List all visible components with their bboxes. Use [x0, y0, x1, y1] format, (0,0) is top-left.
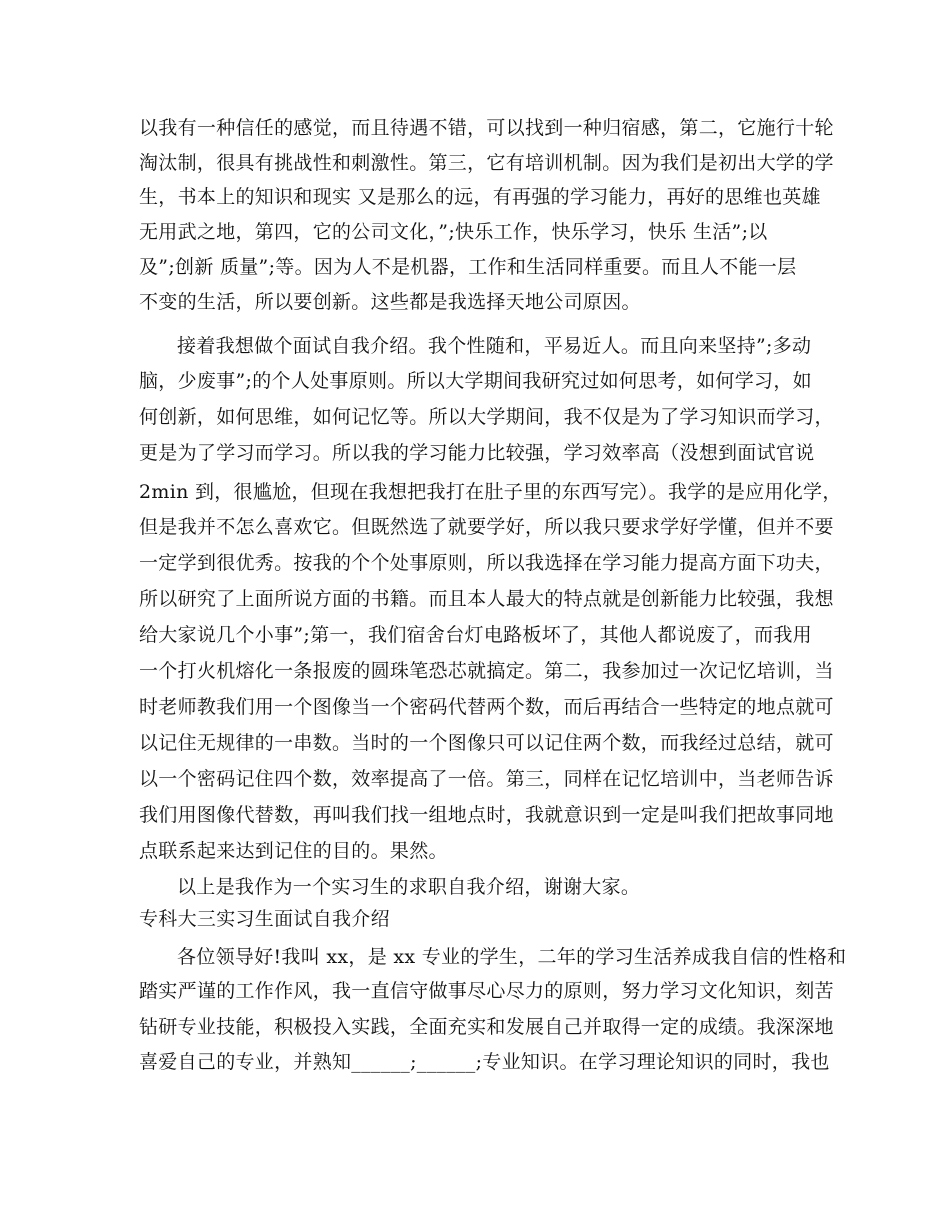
- text-line: 以上是我作为一个实习生的求职自我介绍，谢谢大家。: [177, 876, 641, 898]
- text-line: 不变的生活，所以要创新。这些都是我选择天地公司原因。: [139, 291, 641, 313]
- text-line: 点联系起来达到记住的目的。果然。: [139, 840, 448, 862]
- text-line: 一个打火机熔化一条报废的圆珠笔恐芯就搞定。第二，我参加过一次记忆培训，当: [139, 660, 834, 682]
- text-line: 各位领导好!我叫 xx，是 xx 专业的学生，二年的学习生活养成我自信的性格和: [177, 946, 847, 968]
- text-line: 2min 到，很尴尬，但现在我想把我打在肚子里的东西写完）。我学的是应用化学，: [139, 481, 842, 503]
- text-line: 脑，少废事”;的个人处事原则。所以大学期间我研究过如何思考，如何学习，如: [139, 370, 812, 392]
- text-line: 及”;创新 质量”;等。因为人不是机器，工作和生活同样重要。而且人不能一层: [139, 256, 797, 278]
- text-line: 接着我想做个面试自我介绍。我个性随和，平易近人。而且向来坚持”;多动: [177, 335, 812, 357]
- text-line: 我们用图像代替数，再叫我们找一组地点时，我就意识到一定是叫我们把故事同地: [139, 804, 834, 826]
- text-line: 喜爱自己的专业，并熟知______;______;专业知识。在学习理论知识的同时，我也: [139, 1051, 830, 1073]
- text-line: 但是我并不怎么喜欢它。但既然选了就要学好，所以我只要求学好学懂，但并不要: [139, 516, 834, 538]
- section-heading: 专科大三实习生面试自我介绍: [139, 908, 390, 930]
- text-line: 更是为了学习而学习。所以我的学习能力比较强，学习效率高（没想到面试官说: [139, 442, 815, 464]
- text-line: 时老师教我们用一个图像当一个密码代替两个数，而后再结合一些特定的地点就可: [139, 696, 834, 718]
- text-line: 无用武之地，第四，它的公司文化，”;快乐工作，快乐学习，快乐 生活”;以: [139, 221, 768, 243]
- text-line: 钻研专业技能，积极投入实践，全面充实和发展自己并取得一定的成绩。我深深地: [139, 1016, 834, 1038]
- text-line: 所以研究了上面所说方面的书籍。而且本人最大的特点就是创新能力比较强，我想: [139, 588, 834, 610]
- text-line: 淘汰制，很具有挑战性和刺激性。第三，它有培训机制。因为我们是初出大学的学: [139, 152, 834, 174]
- text-line: 踏实严谨的工作作风，我一直信守做事尽心尽力的原则，努力学习文化知识，刻苦: [139, 980, 834, 1002]
- text-line: 以我有一种信任的感觉，而且待遇不错，可以找到一种归宿感，第二，它施行十轮: [139, 117, 834, 139]
- text-line: 生，书本上的知识和现实 又是那么的远，有再强的学习能力，再好的思维也英雄: [139, 186, 821, 208]
- text-line: 一定学到很优秀。按我的个个处事原则，所以我选择在学习能力提高方面下功夫，: [139, 552, 834, 574]
- text-line: 以记住无规律的一串数。当时的一个图像只可以记住两个数，而我经过总结，就可: [139, 732, 834, 754]
- text-line: 以一个密码记住四个数，效率提高了一倍。第三，同样在记忆培训中，当老师告诉: [139, 768, 834, 790]
- text-line: 何创新，如何思维，如何记忆等。所以大学期间，我不仅是为了学习知识而学习，: [139, 406, 834, 428]
- text-line: 给大家说几个小事”;第一，我们宿舍台灯电路板坏了，其他人都说废了，而我用: [139, 624, 812, 646]
